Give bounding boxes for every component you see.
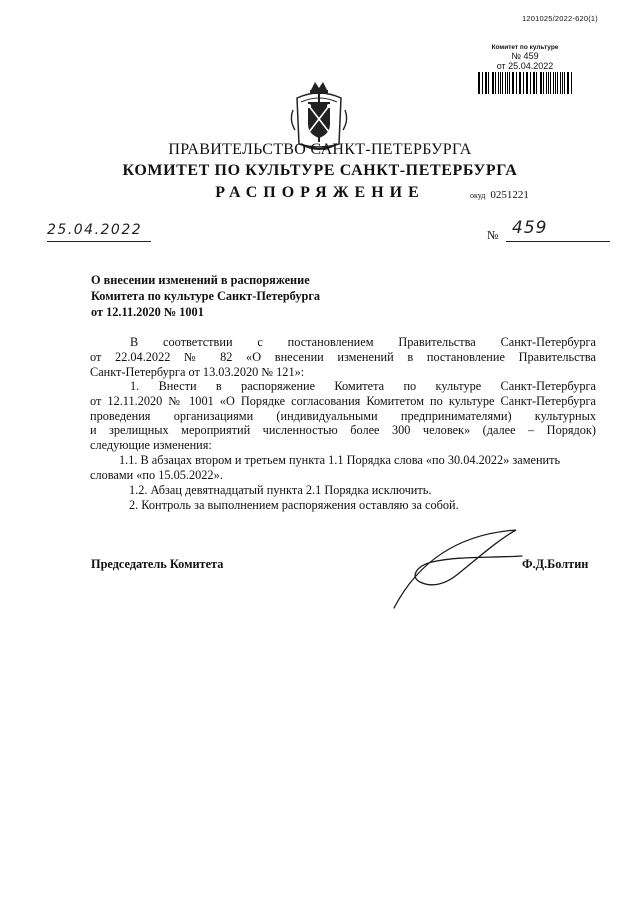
- okud-label: окуд: [470, 191, 486, 200]
- text-line: 1.1. В абзацах втором и третьем пункта 1.1 Порядка слова «по 30.04.2022» заменить: [119, 453, 561, 467]
- subject-heading: [91, 272, 320, 320]
- subject-line: Комитета по культуре Санкт-Петербурга: [91, 289, 321, 303]
- text-line: от 22.04.2022 № 82 «О внесении изменений в постановление Правительства: [90, 349, 596, 364]
- registration-date: от 25.04.2022: [496, 61, 554, 71]
- paragraph-item-1-2: 1.2. Абзац девятнадцатый пункта 2.1 Порядка исключить.: [129, 483, 432, 497]
- committee-title: КОМИТЕТ ПО КУЛЬТУРЕ САНКТ-ПЕТЕРБУРГА: [122, 162, 518, 179]
- text-line: проведения организациями (индивидуальными предпринимателями) культурных: [90, 408, 596, 423]
- registration-stamp: [470, 44, 580, 94]
- barcode-bar: [534, 72, 535, 94]
- okud-value: 0251221: [490, 189, 529, 201]
- text-line: словами «по 15.05.2022».: [90, 467, 223, 482]
- text-line: от 12.11.2020 № 1001 «О Порядке согласования Комитетом по культуре Санкт-Петербурга: [90, 393, 596, 408]
- text-line: В соответствии с постановлением Правительства Санкт-Петербурга: [130, 335, 596, 349]
- barcode-icon: [478, 72, 574, 94]
- paragraph-item-1: [90, 379, 596, 453]
- order-number: 459: [512, 218, 548, 238]
- order-number-label: №: [487, 228, 499, 242]
- signer-position: Председатель Комитета: [91, 557, 224, 571]
- signer-name: Ф.Д.Болтин: [522, 557, 589, 571]
- text-line: и зрелищных мероприятий численностью более 300 человек» (далее – Порядок): [90, 423, 596, 438]
- barcode-bar: [555, 72, 556, 94]
- paragraph-preamble: [90, 335, 596, 379]
- paragraph-item-2: 2. Контроль за выполнением распоряжения оставляю за собой.: [129, 498, 459, 512]
- registration-organization: Комитет по культуре: [491, 44, 559, 51]
- document-type-title: РАСПОРЯЖЕНИЕ: [215, 184, 425, 201]
- subject-line: О внесении изменений в распоряжение: [91, 273, 310, 287]
- registration-number: № 459: [511, 51, 539, 61]
- barcode-bar: [513, 72, 514, 94]
- document-number: 1201025/2022-620(1): [522, 14, 598, 23]
- text-line: 1. Внести в распоряжение Комитета по культуре Санкт-Петербурга: [130, 379, 596, 393]
- okud-code: [470, 189, 529, 201]
- paragraph-item-1-1: [90, 453, 596, 483]
- order-date: 25.04.2022: [47, 222, 143, 238]
- text-line: Санкт-Петербурга от 13.03.2020 № 121»:: [90, 364, 305, 379]
- barcode-bar: [492, 72, 493, 94]
- government-title: ПРАВИТЕЛЬСТВО САНКТ-ПЕТЕРБУРГА: [168, 141, 472, 158]
- subject-line: от 12.11.2020 № 1001: [91, 305, 204, 319]
- text-line: следующие изменения:: [90, 438, 212, 453]
- handwritten-signature-icon: [388, 522, 528, 612]
